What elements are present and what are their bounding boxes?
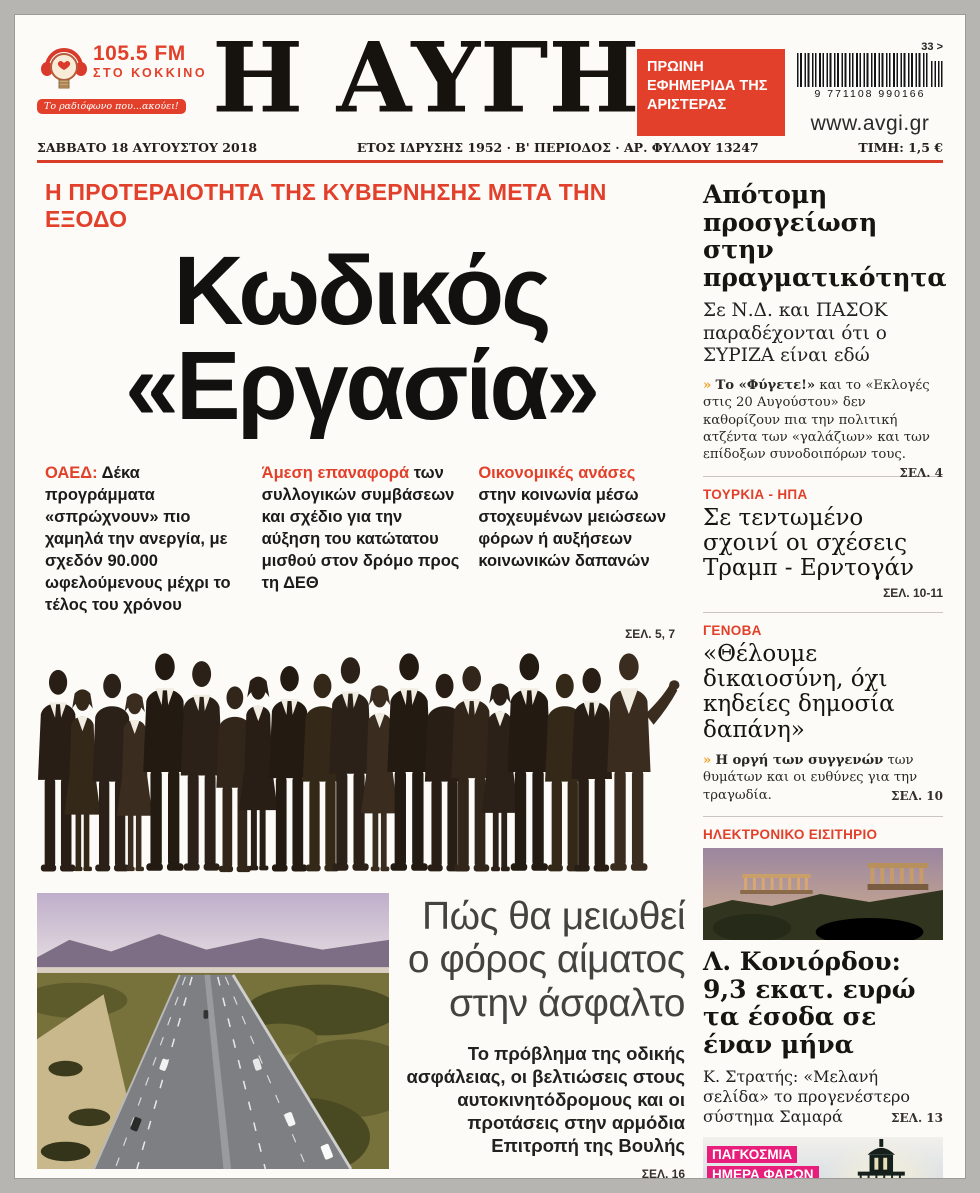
edition-info: ΕΤΟΣ ΙΔΡΥΣΗΣ 1952 · Β' ΠΕΡΙΟΔΟΣ · ΑΡ. ΦΥΛΛΟΥ 13247	[356, 140, 759, 155]
road-safety-story	[403, 893, 685, 1179]
promo-label	[707, 1145, 835, 1179]
lead-dek-3	[478, 463, 677, 617]
dek-lead: Άμεση επαναφορά	[261, 464, 410, 483]
section-label: ΓΕΝΟΒΑ	[703, 622, 762, 638]
subtitle-text: Κ. Στρατής: «Μελανή σελίδα» το προγενέστερο σύστημα Σαμαρά	[703, 1067, 911, 1127]
sidebar-article-genova	[703, 623, 943, 804]
newspaper-front-page	[14, 14, 966, 1179]
lead-column	[37, 173, 685, 1179]
business-crowd-illustration	[37, 643, 685, 887]
body-text: και το «Εκλογές στις 20 Αυγούστου» δεν καθορίζουν πια την πολιτική ατζέντα των «γαλάζιων» και των επίδοξων συνοδοιπόρων τους.	[703, 377, 930, 463]
lead-page-ref: ΣΕΛ. 5, 7	[625, 626, 675, 641]
chevron-bullet-icon: »	[703, 752, 712, 768]
lead-dek-2	[262, 463, 461, 617]
dek-lead: Οικονομικές ανάσες	[478, 464, 636, 483]
radio-bulb-headphones-icon	[37, 37, 89, 95]
article-title: Απότομη προσγείωση στην πραγματικότητα	[703, 180, 947, 292]
radio-tagline: Το ραδιόφωνο που...ακούει!	[37, 99, 186, 114]
road-story-dek: Το πρόβλημα της οδικής ασφάλειας, οι βελτιώσεις στους αυτοκινητόδρομους και οι προτάσεις στην αρμόδια Επιτροπή της Βουλής	[406, 1042, 685, 1157]
issue-date: ΣΑΒΒΑΤΟ 18 ΑΥΓΟΥΣΤΟΥ 2018	[37, 140, 258, 155]
sidebar	[703, 173, 947, 1179]
radio-frequency: 105.5 FM	[93, 42, 186, 65]
article-body	[703, 377, 943, 480]
article-page-ref: ΣΕΛ. 10	[891, 788, 943, 803]
lead-headline-line1: Κωδικός	[173, 236, 549, 345]
body-lead: Η οργή των συγγενών	[715, 752, 884, 768]
article-page-ref: ΣΕΛ. 4	[899, 465, 943, 480]
dek-text: Δέκα προγράμματα «σπρώχνουν» πιο χαμηλά την ανεργία, με σχεδόν 90.000 ωφελούμενους μέχρι το τέλος του χρόνου	[45, 464, 231, 614]
lead-kicker: Η ΠΡΟΤΕΡΑΙΟΤΗΤΑ ΤΗΣ ΚΥΒΕΡΝΗΣΗΣ ΜΕΤΑ ΤΗΝ ΕΞΟΔΟ	[45, 179, 607, 232]
lead-deks	[37, 463, 685, 617]
newspaper-slogan-box: ΠΡΩΙΝΗ ΕΦΗΜΕΡΙΔΑ ΤΗΣ ΑΡΙΣΤΕΡΑΣ	[637, 49, 785, 136]
lead-headline	[37, 236, 685, 441]
masthead-title: Η ΑΥΓΗ	[212, 21, 640, 135]
article-subtitle	[703, 1067, 943, 1127]
sidebar-article-politics	[703, 180, 947, 480]
divider	[703, 612, 943, 613]
barcode-number: 9 771108 990166	[814, 88, 926, 100]
divider	[703, 816, 943, 817]
section-label: ΤΟΥΡΚΙΑ - ΗΠΑ	[703, 486, 808, 502]
barcode-bars	[797, 53, 928, 87]
chevron-bullet-icon: »	[703, 377, 712, 393]
price: ΤΙΜΗ: 1,5 €	[858, 140, 943, 155]
article-body	[703, 752, 943, 804]
lead-dek-1	[45, 463, 244, 617]
dek-text: των συλλογικών συμβάσεων και σχέδιο για την αύξηση του κατώτατου μισθού στον δρόμο προς τη ΔΕΘ	[261, 464, 460, 592]
radio-station-name: ΣΤΟ ΚΟΚΚΙΝΟ	[93, 66, 208, 80]
article-title: «Θέλουμε δικαιοσύνη, όχι κηδείες δημοσία δαπάνη»	[703, 640, 895, 743]
lead-headline-line2: «Εργασία»	[124, 331, 598, 441]
barcode-supplement-bars	[931, 61, 943, 87]
promo-label-text: ΠΑΓΚΟΣΜΙΑ ΗΜΕΡΑ ΦΑΡΩΝ	[707, 1146, 819, 1179]
body-text: των θυμάτων και οι ευθύνες για την τραγωδία.	[703, 752, 918, 803]
barcode-issue-number: 33 >	[921, 41, 943, 53]
article-title: Λ. Κονιόρδου: 9,3 εκατ. ευρώ τα έσοδα σε έναν μήνα	[703, 947, 916, 1059]
sidebar-article-turkey-usa	[703, 487, 943, 600]
website-url: www.avgi.gr	[810, 112, 930, 135]
header	[37, 21, 943, 136]
radio-logo	[37, 27, 215, 114]
road-story-page-ref: ΣΕΛ. 16	[641, 1167, 685, 1179]
sidebar-article-eticket	[703, 827, 943, 1127]
lighthouse-promo	[703, 1137, 943, 1179]
body-lead: Το «Φύγετε!»	[715, 377, 816, 393]
section-label: ΗΛΕΚΤΡΟΝΙΚΟ ΕΙΣΙΤΗΡΙΟ	[703, 827, 878, 843]
article-subtitle: Σε Ν.Δ. και ΠΑΣΟΚ παραδέχονται ότι ο ΣΥΡΙΖΑ είναι εδώ	[703, 300, 888, 367]
road-story-headline: Πώς θα μειωθεί ο φόρος αίματος στην άσφαλτο	[407, 894, 685, 1025]
acropolis-photo	[703, 848, 943, 940]
dek-text: στην κοινωνία μέσω στοχευμένων μειώσεων φόρων ή αυξήσεων κοινωνικών δαπανών	[478, 486, 667, 570]
barcode	[797, 53, 943, 87]
dateline	[37, 140, 943, 163]
article-title: Σε τεντωμένο σχοινί οι σχέσεις Τραμπ - Ερντογάν	[703, 504, 914, 582]
highway-aerial-photo	[37, 893, 389, 1169]
article-page-ref: ΣΕΛ. 10-11	[883, 585, 943, 600]
article-page-ref: ΣΕΛ. 13	[891, 1111, 943, 1126]
dek-lead: ΟΑΕΔ:	[45, 464, 98, 483]
